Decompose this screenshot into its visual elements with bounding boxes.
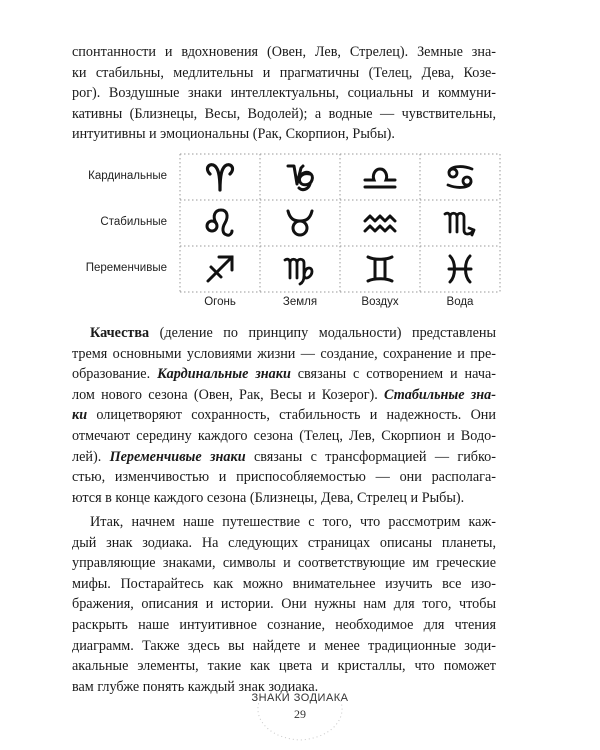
- cancer-icon: [420, 156, 500, 198]
- capricorn-icon: [260, 156, 340, 198]
- leo-icon: [180, 202, 260, 244]
- taurus-icon: [260, 202, 340, 244]
- text-line: диаграмм. Также здесь вы найдете и менее традиционные зоди-: [72, 637, 496, 654]
- page-number: 29: [294, 707, 306, 721]
- text-line: [72, 447, 496, 468]
- gemini-icon: [340, 248, 420, 290]
- row-label-fixed: Стабильные: [100, 216, 167, 228]
- text-line: интуитивны и эмоциональны (Рак, Скорпион, Рыбы).: [72, 126, 395, 143]
- text-line: [72, 385, 496, 406]
- pisces-icon: [420, 248, 500, 290]
- text-line: ки стабильны, медлительны и прагматичны (Телец, Дева, Козе-: [72, 64, 496, 81]
- libra-icon: [340, 156, 420, 198]
- text-line: [72, 364, 496, 385]
- col-label-fire: Огонь: [204, 296, 236, 308]
- text-fragment: (деление по принципу модальности) представлены: [149, 325, 496, 341]
- text-line: управляющие знаками, символы и соответствующие им греческие: [72, 555, 496, 572]
- text-fragment: связаны с сотворением и нача-: [290, 366, 497, 383]
- text-line: кативны (Близнецы, Весы, Водолей); а водные — чувствительны,: [72, 105, 496, 122]
- term-fixed-end: ки: [72, 407, 88, 424]
- scorpio-icon: [420, 202, 500, 244]
- text-line: тремя основными условиями жизни — создание, сохранение и пре-: [72, 345, 496, 362]
- text-line: раскрыть наше интуитивное сознание, необходимое для чтения: [72, 616, 496, 633]
- text-line: дый знак зодиака. На следующих страницах описаны планеты,: [72, 534, 496, 551]
- text-fragment: связаны с трансформацией — гибко-: [245, 448, 497, 465]
- text-line: отмечают середину каждого сезона (Телец, Лев, Скорпион и Водо-: [72, 427, 496, 444]
- term-mutable: Переменчивые знаки: [109, 448, 246, 465]
- virgo-icon: [260, 248, 340, 290]
- text-line: [72, 512, 496, 533]
- qualities-paragraph: [72, 323, 496, 508]
- col-label-water: Вода: [446, 296, 474, 308]
- intro-paragraph: [72, 42, 496, 145]
- text-fragment: лей).: [72, 448, 102, 465]
- text-fragment: олицетворяют сохранность, стабильность и надежность. Они: [87, 407, 496, 424]
- text-line: рог). Воздушные знаки интеллектуальны, социальны и коммуни-: [72, 85, 496, 102]
- term-cardinal: Кардинальные знаки: [157, 366, 291, 383]
- text-line: [72, 323, 496, 344]
- text-line: спонтанности и вдохновения (Овен, Лев, Стрелец). Земные зна-: [72, 44, 496, 60]
- text-fragment: лом нового сезона (Овен, Рак, Весы и Козерог).: [72, 386, 385, 403]
- text-line: бражения, описания и истории. Они нужны нам для того, чтобы: [72, 596, 496, 613]
- running-footer-title: ЗНАКИ ЗОДИАКА: [251, 692, 349, 704]
- journey-paragraph: [72, 512, 496, 697]
- aries-icon: [180, 156, 260, 198]
- col-label-earth: Земля: [282, 296, 318, 308]
- text-fragment: образование.: [72, 366, 158, 383]
- row-label-mutable: Переменчивые: [85, 262, 167, 274]
- row-label-cardinal: Кардинальные: [88, 170, 167, 182]
- text-line: акальные элементы, такие как цвета и кристаллы, что поможет: [72, 658, 496, 675]
- text-line: [72, 405, 496, 426]
- text-line: ются в конце каждого сезона (Близнецы, Дева, Стрелец и Рыбы).: [72, 489, 465, 506]
- sagittarius-icon: [180, 248, 260, 290]
- term-qualities: Качества: [90, 325, 150, 341]
- aquarius-icon: [340, 202, 420, 244]
- zodiac-table: [62, 152, 502, 320]
- text-line: стью, изменчивостью и приспособляемостью — они располага-: [72, 469, 496, 486]
- text-line: вам глубже понять каждый знак зодиака.: [72, 678, 319, 695]
- col-label-air: Воздух: [361, 296, 399, 308]
- text-line: мифы. Постарайтесь как можно внимательнее изучить все изо-: [72, 575, 496, 592]
- term-fixed: Стабильные зна-: [384, 386, 497, 403]
- text-fragment: Итак, начнем наше путешествие с того, что рассмотрим каж-: [90, 514, 496, 530]
